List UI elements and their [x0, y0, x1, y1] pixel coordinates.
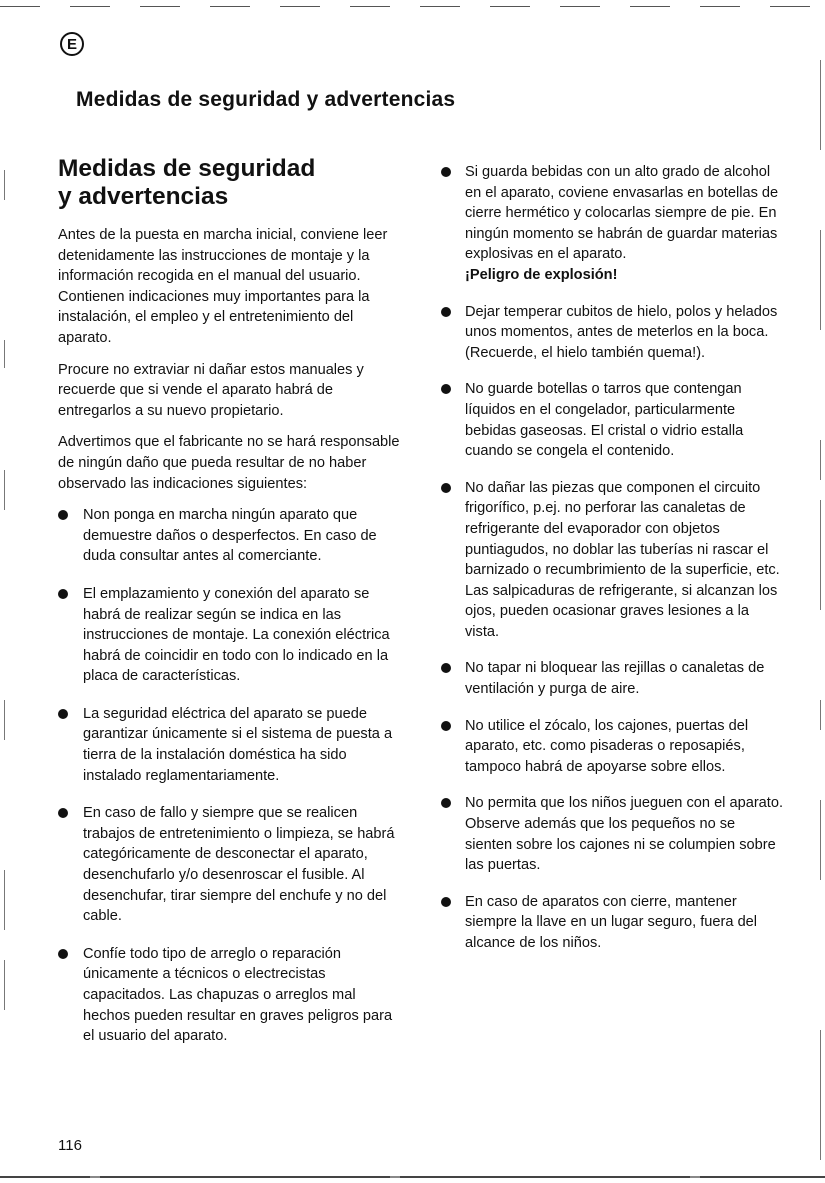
list-item: [441, 716, 786, 778]
language-badge: E: [60, 32, 84, 56]
disclaimer-paragraph: Advertimos que el fabricante no se hará responsable de ningún daño que pueda resultar de no haber observado las indicaciones siguientes:: [58, 434, 400, 492]
scan-mark: [4, 340, 5, 368]
list-item: [441, 478, 786, 643]
scan-mark: [4, 700, 5, 740]
bullet-dot-icon: [58, 808, 68, 818]
scan-mark: [4, 870, 5, 930]
section-title-line1: Medidas de seguridad: [58, 155, 316, 182]
page-header-title: Medidas de seguridad y advertencias: [76, 88, 456, 111]
scan-mark: [820, 1030, 821, 1160]
scan-top-edge: [0, 6, 825, 7]
bullet-dot-icon: [441, 307, 451, 317]
scan-mark: [820, 700, 821, 730]
list-item: [441, 379, 786, 461]
bullet-dot-icon: [58, 709, 68, 719]
scan-mark: [4, 470, 5, 510]
bullet-text: En caso de fallo y siempre que se realicen trabajos de entretenimiento o limpieza, se habrá categóricamente de desconectar el aparato, desenchufarlo y/o desenroscar el fusible. Al desenchufar, tirar siempre del enchufe y no del cable.: [83, 805, 395, 925]
list-item: [441, 162, 786, 286]
intro-paragraph: Antes de la puesta en marcha inicial, conviene leer detenidamente las instrucciones de montaje y la información recogida en el manual del usuario. Contienen indicaciones muy importantes para la instalación, el empleo y el entretenimiento del aparato.: [58, 227, 388, 346]
bullet-dot-icon: [441, 483, 451, 493]
bullet-dot-icon: [441, 897, 451, 907]
list-item: [441, 793, 786, 875]
scan-mark: [820, 230, 821, 330]
bullet-text: No dañar las piezas que componen el circuito frigorífico, p.ej. no perforar las canaletas de refrigerante del evaporador con objetos puntiagudos, no doblar las tuberías ni rascar el barnizado o recumbrimiento de la superficie, etc. Las salpicaduras de refrigerante, si alcanzan los ojos, pueden ocasionar graves lesiones a la vista.: [465, 479, 780, 640]
left-column: [58, 155, 403, 1064]
scan-mark: [820, 440, 821, 480]
bullet-text: En caso de aparatos con cierre, mantener siempre la llave en un lugar seguro, fuera del alcance de los niños.: [465, 893, 758, 951]
section-title: [58, 155, 403, 211]
bullet-text: Non ponga en marcha ningún aparato que demuestre daños o desperfectos. En caso de duda consultar antes al comerciante.: [83, 507, 377, 565]
list-item: [58, 505, 403, 567]
list-item: [58, 704, 403, 786]
explosion-warning: ¡Peligro de explosión!: [465, 266, 618, 283]
bullet-text: No guarde botellas o tarros que contengan líquidos en el congelador, particularmente bebidas gaseosas. El cristal o vidrio estalla cuando se congela el contenido.: [465, 381, 744, 460]
bullet-text: No utilice el zócalo, los cajones, puertas del aparato, etc. como pisaderas o reposapiés, tampoco habrá de apoyarse sobre ellos.: [465, 717, 749, 775]
scan-mark: [820, 800, 821, 880]
bullet-dot-icon: [441, 384, 451, 394]
bullet-dot-icon: [58, 949, 68, 959]
list-item: [58, 803, 403, 927]
scan-mark: [4, 170, 5, 200]
bullet-text: Si guarda bebidas con un alto grado de alcohol en el aparato, coviene envasarlas en botellas de cierre hermético y colocarlas siempre de pie. En ningún momento se habrán de guardar materias explosivas en el aparato.: [465, 164, 779, 263]
bullet-text: Confíe todo tipo de arreglo o reparación únicamente a técnicos o electrecistas capacitados. Las chapuzas o arreglos mal hechos pueden resultar en graves peligros para el usuario del aparato.: [83, 945, 393, 1045]
bullet-dot-icon: [58, 589, 68, 599]
section-title-line2: y advertencias: [58, 183, 229, 210]
scan-mark: [820, 60, 821, 150]
scan-bottom-edge: [0, 1176, 825, 1178]
bullet-text: El emplazamiento y conexión del aparato se habrá de realizar según se indica en las instrucciones de montaje. La conexión eléctrica habrá de coincidir en todo con lo indicado en la placa de características.: [83, 585, 390, 685]
list-item: [58, 584, 403, 687]
bullet-dot-icon: [441, 167, 451, 177]
list-item: [441, 302, 786, 364]
bullet-text: La seguridad eléctrica del aparato se puede garantizar únicamente si el sistema de puesta a tierra de la instalación doméstica ha sido instalado reglamentariamente.: [83, 705, 393, 784]
list-item: [441, 892, 786, 954]
right-column: [441, 162, 786, 970]
bullet-text: Dejar temperar cubitos de hielo, polos y helados unos momentos, antes de meterlos en la boca. (Recuerde, el hielo también quema!).: [465, 303, 778, 361]
manual-paragraph: Procure no extraviar ni dañar estos manuales y recuerde que si vende el aparato habrá de entregarlos a su nuevo propietario.: [58, 361, 364, 419]
bullet-dot-icon: [441, 721, 451, 731]
bullet-dot-icon: [441, 663, 451, 673]
list-item: [441, 658, 786, 699]
bullet-text: No tapar ni bloquear las rejillas o canaletas de ventilación y purga de aire.: [465, 660, 765, 698]
bullet-dot-icon: [58, 510, 68, 520]
right-bullet-list: [441, 162, 786, 954]
bullet-dot-icon: [441, 798, 451, 808]
scan-mark: [4, 960, 5, 1010]
page-number: 116: [58, 1137, 82, 1154]
list-item: [58, 944, 403, 1047]
left-bullet-list: [58, 505, 403, 1047]
bullet-text: No permita que los niños jueguen con el aparato. Observe además que los pequeños no se sienten sobre los cajones ni se columpien sobre las puertas.: [465, 795, 784, 874]
scan-mark: [820, 500, 821, 610]
